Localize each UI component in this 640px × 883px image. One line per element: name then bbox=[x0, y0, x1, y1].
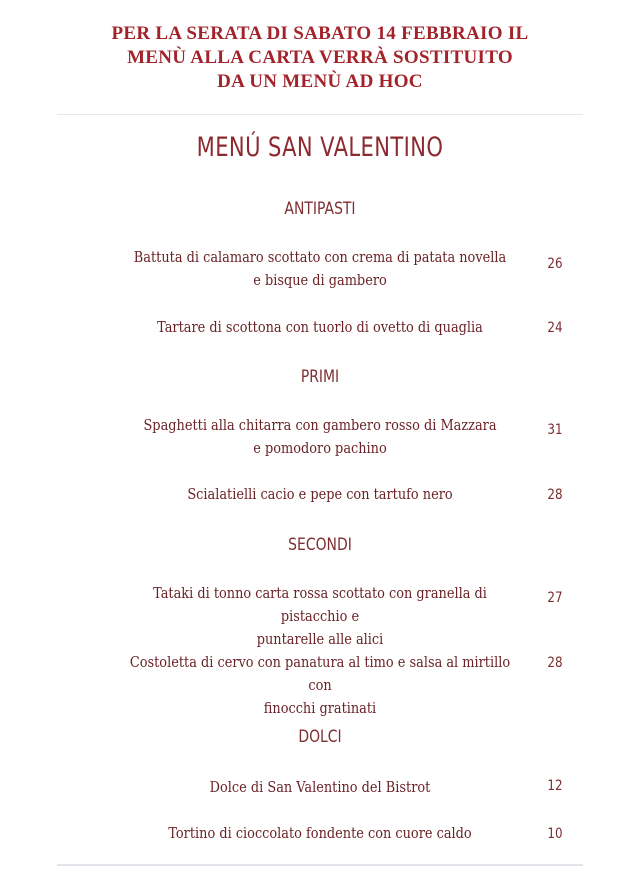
notice-line-2: MENÙ ALLA CARTA VERRÀ SOSTITUITO bbox=[127, 47, 513, 68]
notice-line-1: PER LA SERATA DI SABATO 14 FEBBRAIO IL bbox=[111, 23, 529, 44]
menu-item-price: 12 bbox=[547, 778, 563, 794]
section-title-antipasti: ANTIPASTI bbox=[284, 199, 356, 219]
menu-item-line: Costoletta di cervo con panatura al timo e salsa al mirtillo con bbox=[129, 653, 511, 694]
menu-item-line: Tortino di cioccolato fondente con cuore caldo bbox=[168, 824, 472, 842]
bottom-divider bbox=[57, 864, 583, 866]
menu-item-description bbox=[122, 582, 518, 651]
menu-title: MENÚ SAN VALENTINO bbox=[196, 132, 444, 163]
menu-item-line: Battuta di calamaro scottato con crema di patata novella bbox=[133, 248, 507, 266]
menu-item-description bbox=[122, 483, 518, 506]
menu-item-description bbox=[122, 414, 518, 460]
menu-item-price: 31 bbox=[547, 422, 563, 438]
top-divider bbox=[57, 114, 583, 115]
section-title-primi: PRIMI bbox=[300, 367, 340, 387]
menu-item-line: Tataki di tonno carta rossa scottato con granella di pistacchio e bbox=[153, 584, 487, 625]
menu-item-description bbox=[122, 651, 518, 720]
menu-item-description bbox=[122, 822, 518, 845]
menu-item-line: Spaghetti alla chitarra con gambero rosso di Mazzara bbox=[143, 416, 497, 434]
menu-item-line: puntarelle alle alici bbox=[256, 630, 384, 648]
menu-item-price: 26 bbox=[547, 256, 563, 272]
notice-line-3: DA UN MENÙ AD HOC bbox=[217, 71, 423, 92]
menu-item-price: 28 bbox=[547, 655, 563, 671]
section-title-secondi: SECONDI bbox=[288, 535, 352, 555]
serata-notice bbox=[0, 22, 640, 94]
section-title-dolci: DOLCI bbox=[298, 727, 342, 747]
menu-item-description bbox=[122, 776, 518, 799]
menu-item-line: finocchi gratinati bbox=[263, 699, 377, 717]
menu-item-price: 27 bbox=[547, 590, 563, 606]
menu-item-description bbox=[122, 316, 518, 339]
menu-item-price: 28 bbox=[547, 487, 563, 503]
menu-item-line: e pomodoro pachino bbox=[253, 439, 387, 457]
menu-item-line: Scialatielli cacio e pepe con tartufo nero bbox=[187, 485, 453, 503]
menu-item-price: 24 bbox=[547, 320, 563, 336]
menu-item-line: Dolce di San Valentino del Bistrot bbox=[209, 778, 431, 796]
menu-item-line: Tartare di scottona con tuorlo di ovetto di quaglia bbox=[157, 318, 483, 336]
menu-item-description bbox=[122, 246, 518, 292]
menu-item-line: e bisque di gambero bbox=[253, 271, 387, 289]
menu-item-price: 10 bbox=[547, 826, 563, 842]
